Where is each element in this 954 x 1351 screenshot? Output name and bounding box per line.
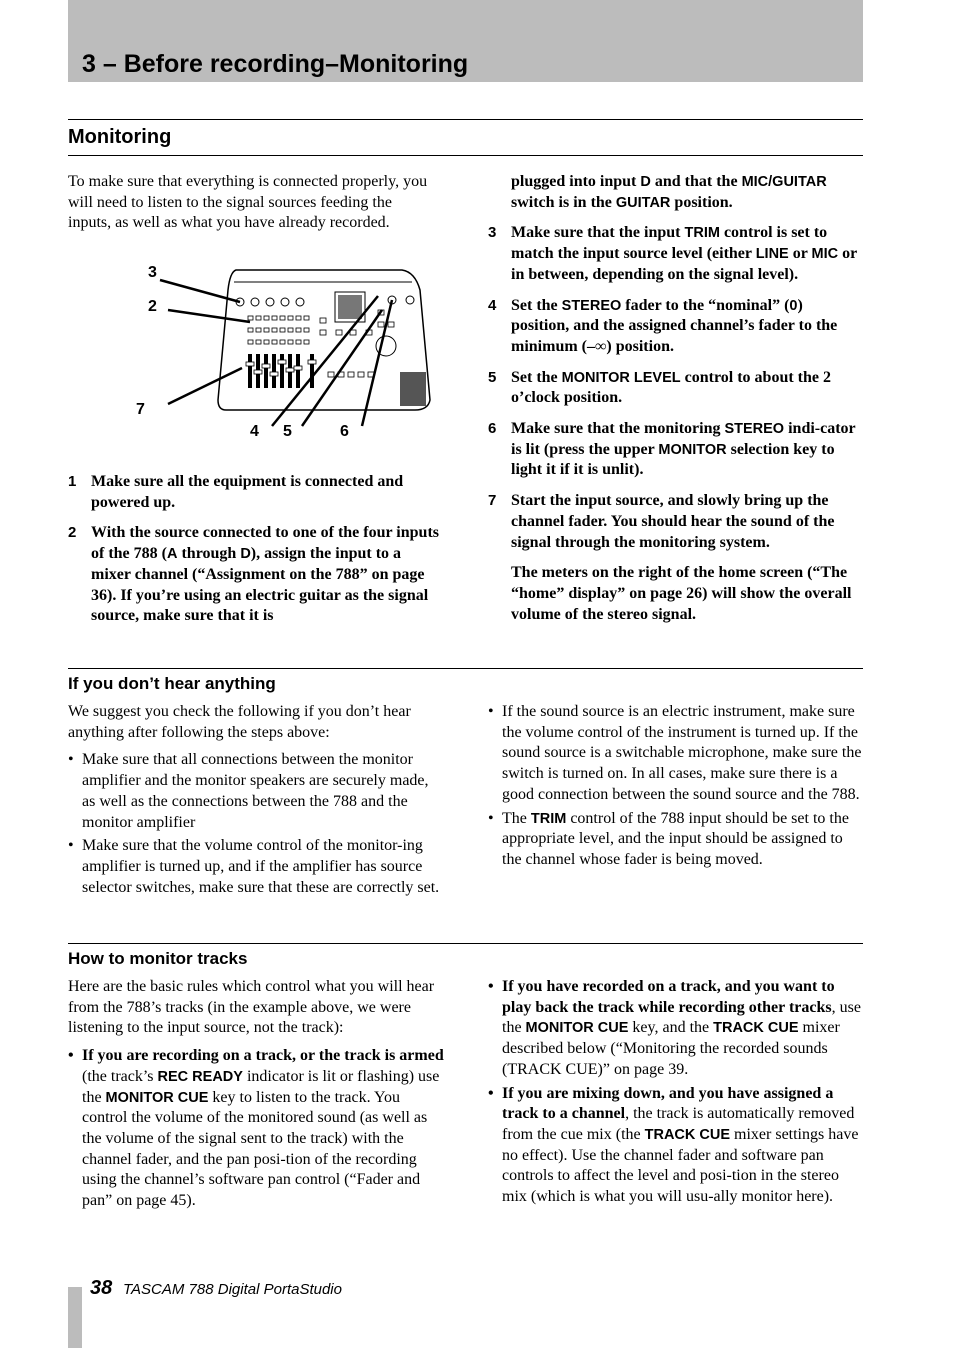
step-1: 1 Make sure all the equipment is connected and powered up.: [68, 473, 404, 511]
figure-callout-2: 2: [148, 298, 157, 315]
hear-title: If you don’t hear anything: [68, 674, 276, 693]
footer-bar: [68, 1287, 82, 1348]
section-rule-top: [68, 119, 863, 120]
hear-bullet-1: • Make sure that all connections between the monitor amplifier and the monitor speakers are securely made, as well as the connections between the 788 and the monitor amplifier: [68, 751, 429, 831]
step-5: 5 Set the MONITOR LEVEL control to about the 2 o’clock position.: [488, 368, 831, 407]
step-4: 4 Set the STEREO fader to the “nominal” (0) position, and the assigned channel’s fader to the minimum (–∞) position.: [488, 296, 838, 355]
page-number: 38: [90, 1277, 113, 1299]
step-3: 3 Make sure that the input TRIM control is set to match the input source level (either LINE or MIC or in between, depending on the signal level).: [488, 224, 857, 283]
tracks-right: [488, 977, 864, 1208]
tracks-rule: [68, 943, 863, 944]
hear-left: We suggest you check the following if you don’t hear anything after following the steps above: • Make sure that all connections between the monitor amplifier and the monitor speakers are securely made, as well as the connections between the 788 and the monitor amplifier • Make sure that the volume control of the monitor-ing amplifier is turned up, and if the amplifier has source selector switches, make sure that these are correctly set.: [68, 702, 444, 898]
hear-bullet-4: • The TRIM control of the 788 input should be set to the appropriate level, and the input should be assigned to the channel whose fader is being moved.: [488, 809, 849, 868]
section-rule-bottom: [68, 155, 863, 156]
figure-callout-5: 5: [283, 423, 292, 440]
tracks-bullet-2: • If you have recorded on a track, and you want to play back the track while recording other tracks, use the MONITOR CUE key, and the TRACK CUE mixer described below (“Monitoring the recorded sounds (TRACK CUE)” on page 39.: [488, 978, 861, 1078]
hear-bullet-3: • If the sound source is an electric instrument, make sure the volume control of the instrument is turned up. If the sound source is a switchable microphone, make sure the switch is turned on. In all cases, make sure there is a good connection between the sound source and the 788.: [488, 703, 862, 803]
steps-left: [68, 472, 444, 637]
step-2: 2 With the source connected to one of the four inputs of the 788 (A through D), assign the input to a mixer channel (“Assignment on the 788” on page 36). If you’re using an electric guitar as the signal source, make sure that it is: [68, 524, 439, 625]
tracks-left: Here are the basic rules which control what you will hear from the 788’s tracks (in the example above, we were listening to the input source, not the track): • If you are recording on a track, or the track is armed (the track’s REC READY indicator is lit or flashing) use the MONITOR CUE key to listen to the track. You control the volume of the monitored sound (as well as the volume of the signal sent to the track) with the channel fader, and the pan posi-tion of the recording using the channel’s software pan control (“Fader and pan” on page 45).: [68, 977, 444, 1212]
device-figure: [130, 260, 440, 440]
tascam-788-illustration: [130, 260, 440, 440]
step-2-ending: plugged into input D and that the MIC/GUITAR switch is in the GUITAR position.: [511, 173, 827, 211]
chapter-title: 3 – Before recording–Monitoring: [82, 50, 469, 78]
hear-rule: [68, 668, 863, 669]
step-7-note: The meters on the right of the home screen (“The “home” display” on page 26) will show the overall volume of the stereo signal.: [511, 564, 852, 623]
monitoring-intro: To make sure that everything is connected properly, you will need to listen to the signal sources feeding the inputs, as well as what you have already recorded.: [68, 173, 428, 232]
footer-title: TASCAM 788 Digital PortaStudio: [123, 1281, 342, 1298]
tracks-title: How to monitor tracks: [68, 949, 248, 968]
figure-callout-4: 4: [250, 423, 259, 440]
step-6: 6 Make sure that the monitoring STEREO indi-cator is lit (press the upper MONITOR selection key to light it if it is unlit).: [488, 420, 856, 479]
figure-callout-3: 3: [148, 264, 157, 281]
figure-callout-6: 6: [340, 423, 349, 440]
section-title: Monitoring: [68, 126, 172, 148]
hear-right: [488, 702, 864, 871]
figure-callout-7: 7: [136, 401, 145, 418]
hear-bullet-2: • Make sure that the volume control of the monitor-ing amplifier is turned up, and if the amplifier has source selector switches, make sure that these are correctly set.: [68, 837, 440, 896]
step-7: 7 Start the input source, and slowly bring up the channel fader. You should hear the sound of the signal through the monitoring system.: [488, 492, 835, 551]
right-column-final: [488, 172, 864, 652]
tracks-bullet-3: • If you are mixing down, and you have assigned a track to a channel, the track is automatically removed from the cue mix (the TRACK CUE mixer settings have no effect). Use the channel fader and software pan controls to affect the level and posi-tion in the stereo mix (which is what you will usu-ally monitor here).: [488, 1084, 859, 1206]
tracks-bullet-1: • If you are recording on a track, or the track is armed (the track’s REC READY indicator is lit or flashing) use the MONITOR CUE key to listen to the track. You control the volume of the monitored sound (as well as the volume of the signal sent to the track) with the channel fader, and the pan posi-tion of the recording using the channel’s software pan control (“Fader and pan” on page 45).: [68, 1047, 444, 1210]
